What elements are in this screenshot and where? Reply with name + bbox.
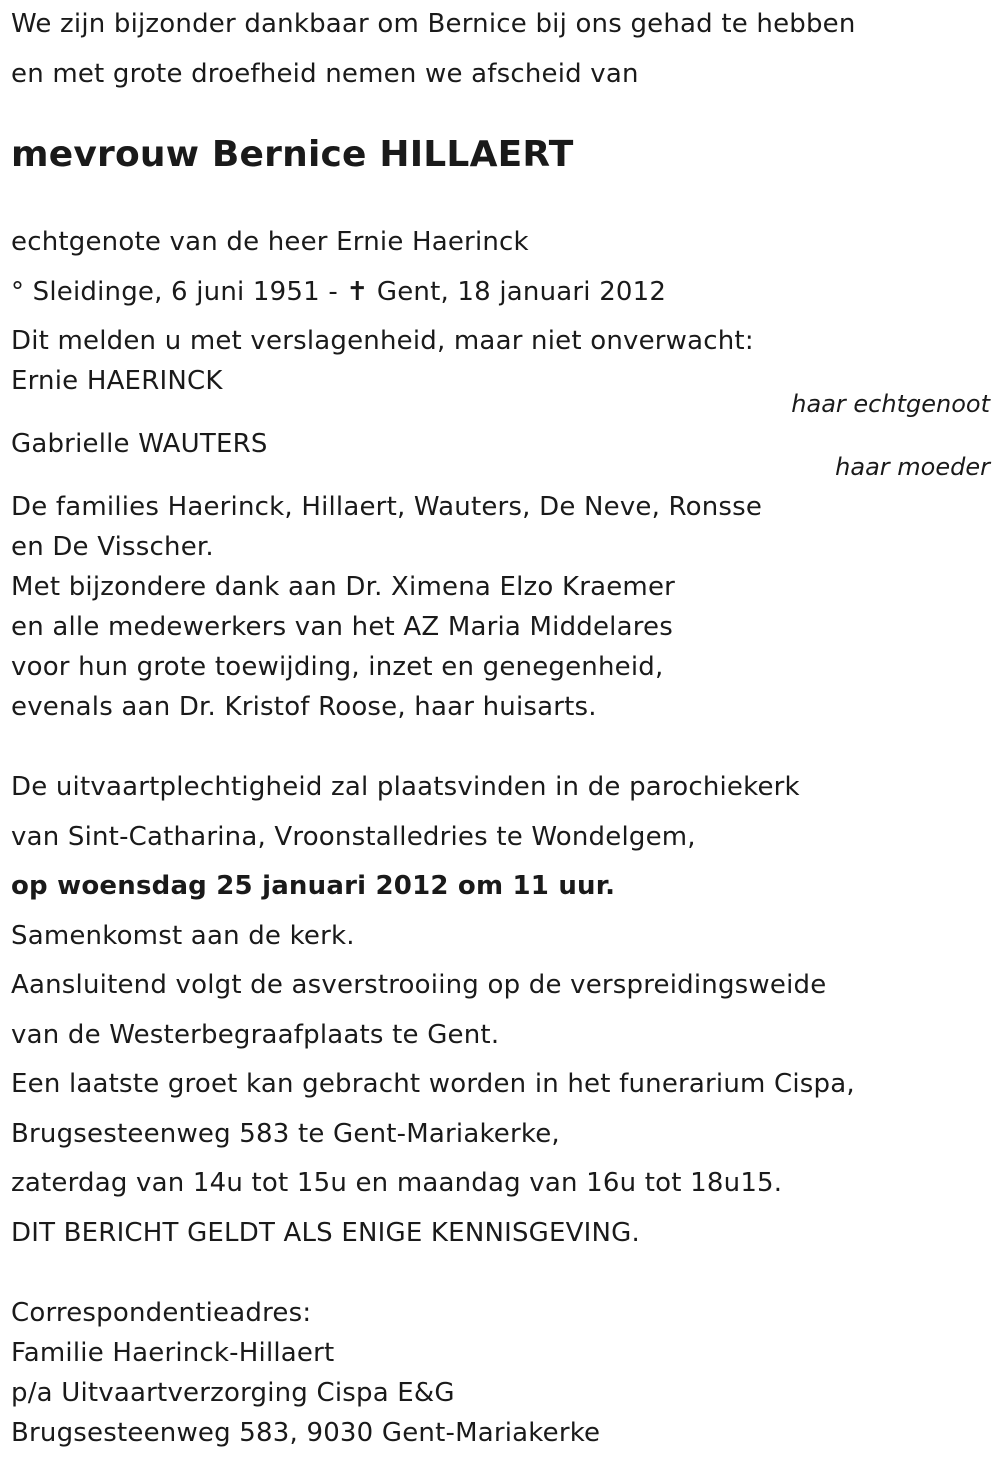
thanks-line: evenals aan Dr. Kristof Roose, haar huisarts. — [11, 692, 597, 722]
mourner-relation: haar echtgenoot — [791, 390, 990, 418]
birth-text: ° Sleidinge, 6 juni 1951 - — [11, 277, 338, 307]
funeral-line: Een laatste groet kan gebracht worden in het funerarium Cispa, — [11, 1069, 855, 1099]
correspondence-label: Correspondentieadres: — [11, 1298, 312, 1328]
mourner-name: Gabrielle WAUTERS — [11, 429, 268, 459]
announcement-intro: Dit melden u met verslagenheid, maar niet onverwacht: — [11, 326, 754, 356]
funeral-line: van Sint-Catharina, Vroonstalledries te Wondelgem, — [11, 822, 696, 852]
spouse-line: echtgenote van de heer Ernie Haerinck — [11, 227, 529, 257]
thanks-line: Met bijzondere dank aan Dr. Ximena Elzo Kraemer — [11, 572, 676, 602]
funeral-date: op woensdag 25 januari 2012 om 11 uur. — [11, 871, 616, 901]
funeral-line: Aansluitend volgt de asverstrooiing op de verspreidingsweide — [11, 970, 827, 1000]
death-text: Gent, 18 januari 2012 — [376, 277, 667, 307]
funeral-line: zaterdag van 14u tot 15u en maandag van 16u tot 18u15. — [11, 1168, 783, 1198]
deceased-name: mevrouw Bernice HILLAERT — [11, 134, 574, 175]
families-line: en De Visscher. — [11, 532, 214, 562]
mourner-name: Ernie HAERINCK — [11, 366, 223, 396]
funeral-line: van de Westerbegraafplaats te Gent. — [11, 1020, 500, 1050]
funeral-line: Brugsesteenweg 583 te Gent-Mariakerke, — [11, 1119, 560, 1149]
intro-line-2: en met grote droefheid nemen we afscheid van — [11, 59, 639, 89]
funeral-line: Samenkomst aan de kerk. — [11, 921, 355, 951]
mourner-relation: haar moeder — [835, 453, 990, 481]
correspondence-line: Brugsesteenweg 583, 9030 Gent-Mariakerke — [11, 1418, 601, 1448]
correspondence-line: p/a Uitvaartverzorging Cispa E&G — [11, 1378, 455, 1408]
thanks-line: en alle medewerkers van het AZ Maria Middelares — [11, 612, 673, 642]
funeral-line: De uitvaartplechtigheid zal plaatsvinden in de parochiekerk — [11, 772, 800, 802]
thanks-line: voor hun grote toewijding, inzet en genegenheid, — [11, 652, 664, 682]
correspondence-line: Familie Haerinck-Hillaert — [11, 1338, 335, 1368]
families-line: De families Haerinck, Hillaert, Wauters, De Neve, Ronsse — [11, 492, 763, 522]
cross-icon: ✝ — [346, 277, 369, 307]
intro-line-1: We zijn bijzonder dankbaar om Bernice bij ons gehad te hebben — [11, 9, 856, 39]
birth-death-line — [11, 276, 666, 308]
notice-line: DIT BERICHT GELDT ALS ENIGE KENNISGEVING. — [11, 1218, 640, 1248]
